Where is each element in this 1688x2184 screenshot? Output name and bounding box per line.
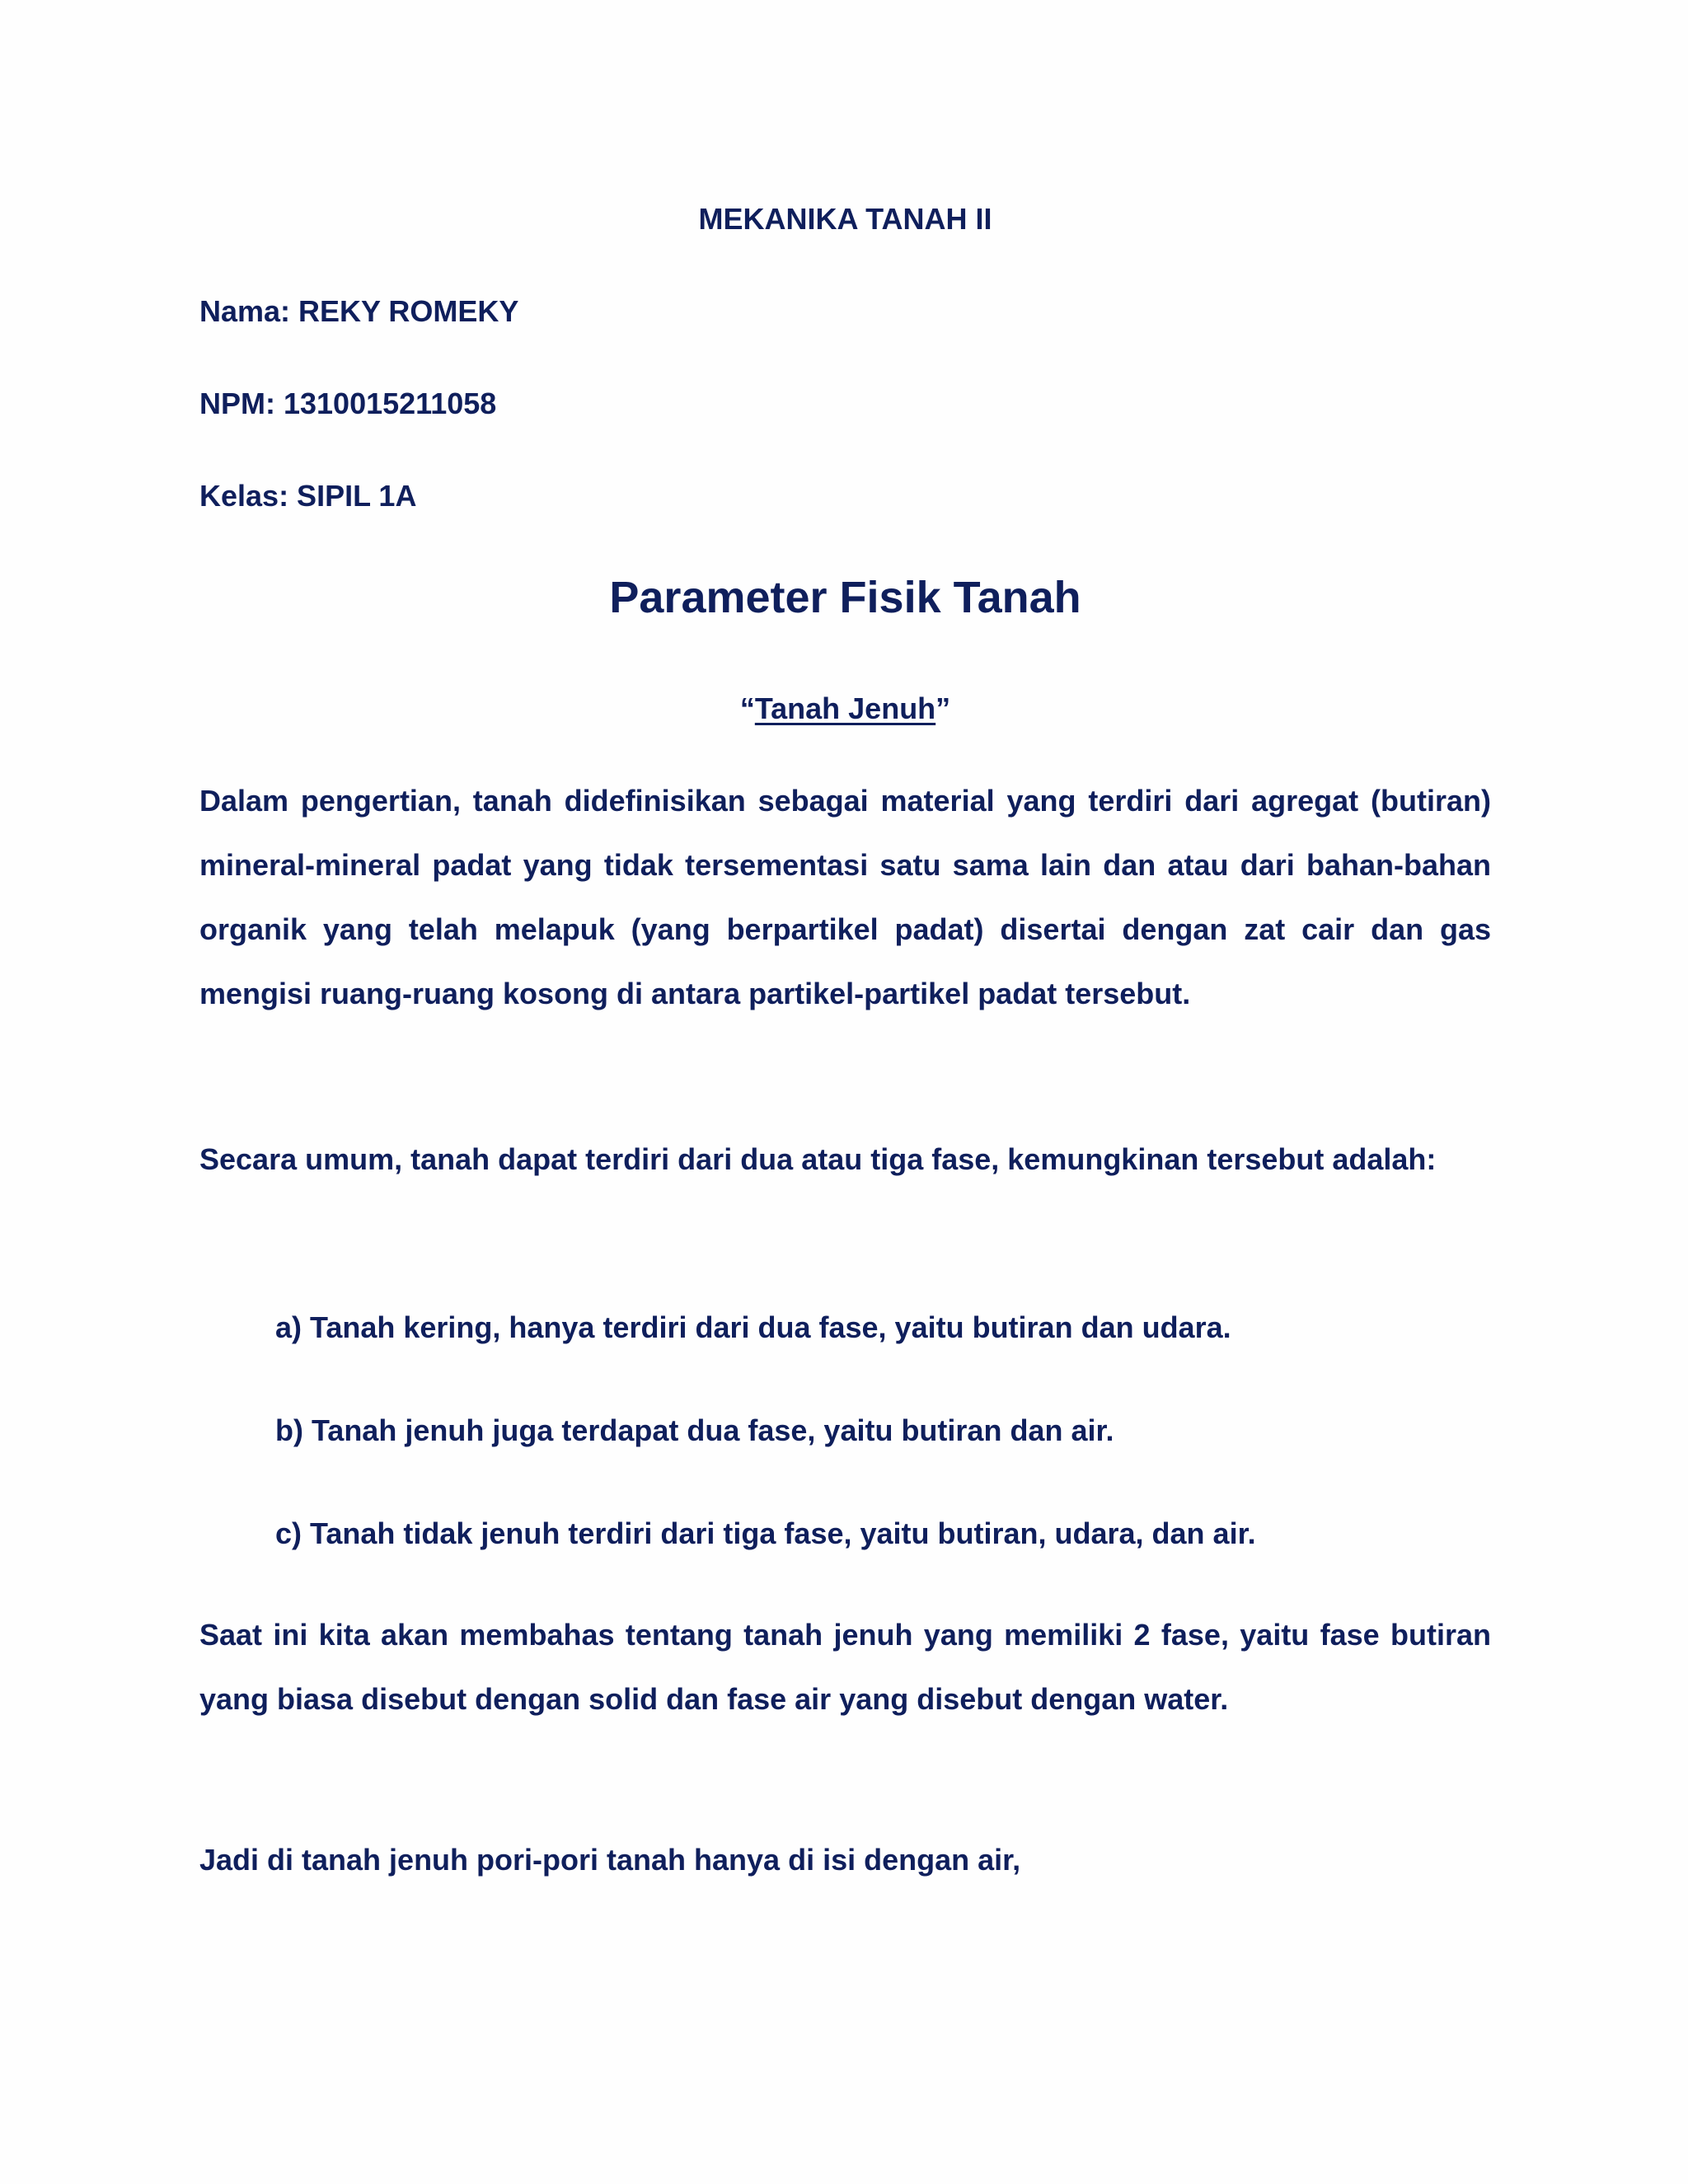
student-npm: NPM: 1310015211058 <box>199 387 497 420</box>
paragraph-phases-intro: Secara umum, tanah dapat terdiri dari dua atau tiga fase, kemungkinan tersebut adalah: <box>199 1142 1437 1176</box>
paragraph-definition: Dalam pengertian, tanah didefinisikan sebagai material yang terdiri dari agregat (butiran) mineral-mineral padat yang tidak tersementasi satu sama lain dan atau dari bahan-bahan organik yang telah melapuk (yang berpartikel padat) disertai dengan zat cair dan gas mengisi ruang-ruang kosong di antara partikel-partikel padat tersebut. <box>199 784 1491 1010</box>
student-name: Nama: REKY ROMEKY <box>199 294 519 328</box>
paragraph-saturated-soil: Saat ini kita akan membahas tentang tanah jenuh yang memiliki 2 fase, yaitu fase butiran yang biasa disebut dengan solid dan fase air yang disebut dengan water. <box>199 1618 1491 1716</box>
list-item: a) Tanah kering, hanya terdiri dari dua fase, yaitu butiran dan udara. <box>275 1310 1231 1344</box>
document-title: Parameter Fisik Tanah <box>609 573 1081 622</box>
course-title: MEKANIKA TANAH II <box>698 202 992 236</box>
list-item: b) Tanah jenuh juga terdapat dua fase, yaitu butiran dan air. <box>275 1413 1114 1447</box>
student-class: Kelas: SIPIL 1A <box>199 479 417 513</box>
subtitle-open-quote: “ <box>739 691 755 725</box>
list-item: c) Tanah tidak jenuh terdiri dari tiga fase, yaitu butiran, udara, dan air. <box>275 1516 1256 1550</box>
paragraph-conclusion: Jadi di tanah jenuh pori-pori tanah hanya di isi dengan air, <box>199 1843 1021 1877</box>
subtitle-close-quote: ” <box>935 691 951 725</box>
subtitle-text: Tanah Jenuh <box>754 691 936 725</box>
section-subtitle <box>199 691 1491 727</box>
